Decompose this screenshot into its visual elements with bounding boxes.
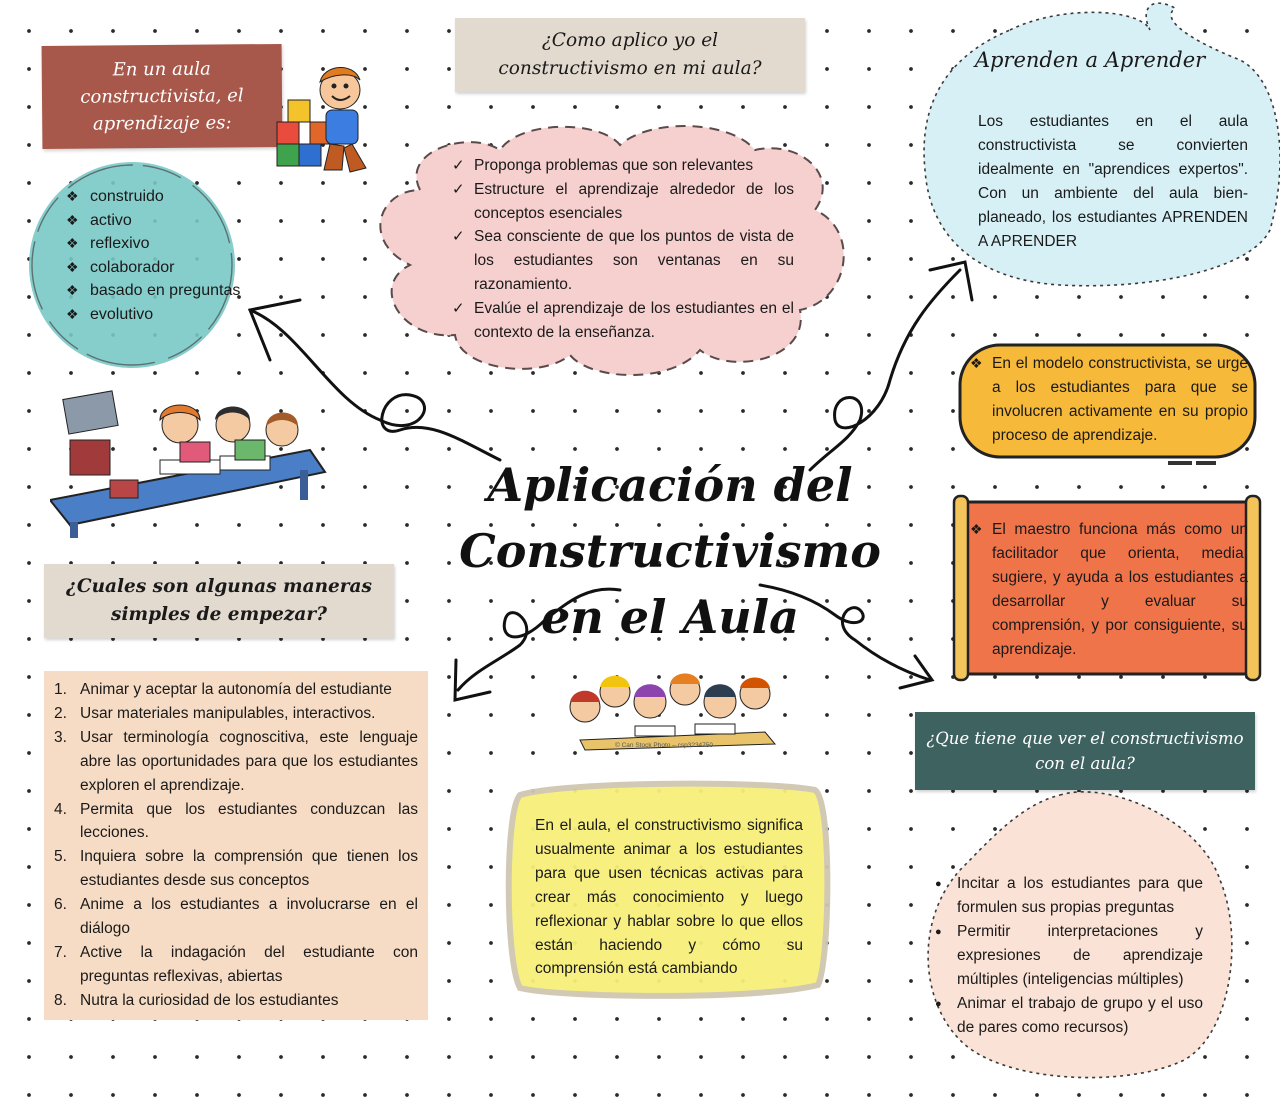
maestro-text <box>970 518 1248 661</box>
significa-text: En el aula, el constructivismo significa usualmente animar a los estudiantes para que usen técnicas activas para crear más conocimiento y luego reflexionar y hablar sobre lo que ellos están haciendo y cómo su comprensión está cambiando <box>535 817 803 978</box>
tiene-list <box>933 872 1203 1040</box>
aula-heading-line-2: constructivista, el <box>80 85 244 108</box>
aula-heading-line-1: En un aula <box>112 58 211 81</box>
stock-caption: © Can Stock Photo – csp3234750 <box>615 742 714 749</box>
list-item: 8. Nutra la curiosidad de los estudiantes <box>54 991 339 1009</box>
list-item: 5. Inquiera sobre la comprensión que tienen los estudiantes desde sus conceptos <box>54 848 418 890</box>
aplico-heading-tape <box>455 18 805 92</box>
list-item: ✓ Proponga problemas que son relevantes <box>450 154 794 178</box>
aplico-list <box>450 154 794 344</box>
aula-heading-tape <box>42 44 283 149</box>
list-item: ❖ evolutivo <box>66 303 266 327</box>
list-item: ● Animar el trabajo de grupo y el uso de pares como recursos) <box>933 992 1203 1040</box>
list-item: 4. Permita que los estudiantes conduzcan las lecciones. <box>54 800 418 842</box>
aula-list <box>66 185 266 327</box>
maestro-text-content: El maestro funciona más como un facilitador que orienta, media, sugiere, y ayuda a los estudiantes a desarrollar y evaluar su comprensión, y por consiguiente, su aprendizaje. <box>992 521 1248 658</box>
diamond-icon: ❖ <box>970 521 983 537</box>
maneras-list <box>46 678 418 1013</box>
aprenden-heading: Aprenden a Aprender <box>974 48 1206 72</box>
tiene-heading-line-2: con el aula? <box>1035 754 1135 773</box>
aprenden-text: Los estudiantes en el aula constructivista se convierten idealmente en "aprendices expertos". Con un ambiente del aula bien-planeado, los estudiantes APRENDEN A APRENDER <box>978 113 1248 250</box>
list-item: ❖ construido <box>66 185 266 209</box>
maneras-heading-tape <box>44 564 394 638</box>
aplico-heading-line-1: ¿Como aplico yo el <box>541 30 719 51</box>
list-item: ❖ activo <box>66 209 266 233</box>
list-item: 1. Animar y aceptar la autonomía del estudiante <box>54 681 392 698</box>
tiene-heading-line-1: ¿Que tiene que ver el constructivismo <box>926 729 1244 748</box>
modelo-text-content: En el modelo constructivista, se urge a los estudiantes para que se involucren activamente en su propio proceso de aprendizaje. <box>992 355 1248 444</box>
list-item: ● Incitar a los estudiantes para que formulen sus propias preguntas <box>933 872 1203 920</box>
list-item: 7. Active la indagación del estudiante con preguntas reflexivas, abiertas <box>54 943 418 985</box>
list-item: 3. Usar terminología cognoscitiva, este lenguaje abre las oportunidades para que los estudiantes exploren el aprendizaje. <box>54 728 418 794</box>
boy-blocks-illustration <box>272 62 377 177</box>
list-item: ❖ basado en preguntas <box>66 279 266 303</box>
list-item: ✓ Evalúe el aprendizaje de los estudiantes en el contexto de la enseñanza. <box>450 297 794 345</box>
students-group-illustration <box>555 662 795 752</box>
list-item: ❖ colaborador <box>66 256 266 280</box>
list-item: ✓ Estructure el aprendizaje alrededor de los conceptos esenciales <box>450 178 794 226</box>
list-item: ● Permitir interpretaciones y expresiones de aprendizaje múltiples (inteligencias múltiples) <box>933 920 1203 992</box>
tiene-heading-tape <box>915 712 1255 790</box>
aplico-heading-line-2: constructivismo en mi aula? <box>498 58 762 79</box>
list-item: ✓ Sea consciente de que los puntos de vista de los estudiantes son ventanas en su razonamiento. <box>450 225 794 296</box>
maneras-heading-line-2: simples de empezar? <box>111 604 327 625</box>
diamond-icon: ❖ <box>970 355 983 371</box>
list-item: ❖ reflexivo <box>66 232 266 256</box>
aula-heading-line-3: aprendizaje es: <box>92 112 232 135</box>
list-item: 6. Anime a los estudiantes a involucrarse en el diálogo <box>54 896 418 938</box>
students-desk-illustration <box>50 380 340 540</box>
modelo-text <box>970 352 1248 448</box>
maneras-heading-line-1: ¿Cuales son algunas maneras <box>66 576 372 597</box>
main-title: Aplicación del Constructivismo en el Aula <box>459 458 881 644</box>
list-item: 2. Usar materiales manipulables, interactivos. <box>54 704 376 722</box>
